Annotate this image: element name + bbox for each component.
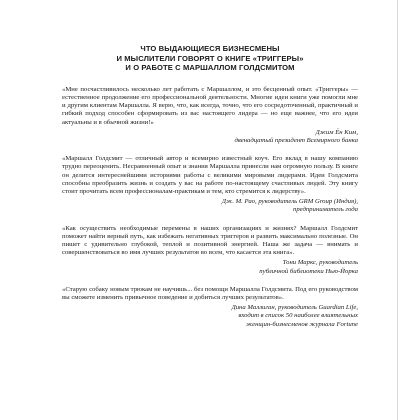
attribution-line: Дж. М. Рао, руководитель GRM Group (Индия), bbox=[221, 198, 358, 206]
attribution-line: Тони Маркс, руководитель bbox=[282, 259, 358, 267]
heading-line: И О РАБОТЕ С МАРШАЛЛОМ ГОЛДСМИТОМ bbox=[125, 63, 295, 73]
quote-attribution bbox=[62, 129, 358, 145]
quote-text: «Как осуществить необходимые перемены в наших организациях и жизнях? Маршалл Голдсмит поможет найти верный путь, как избежать негативных триггеров и развить максимально полезные. Он пишет с удивительно глубокой, теплой и позитивной энергией. Наша же задача — внимать и совершенствоваться во имя лучших результатов во всем, что касается эта книга». bbox=[62, 224, 358, 257]
heading-line: ЧТО ВЫДАЮЩИЕСЯ БИЗНЕСМЕНЫ bbox=[140, 44, 280, 53]
quote-attribution bbox=[62, 304, 358, 329]
heading-line: И МЫСЛИТЕЛИ ГОВОРЯТ О КНИГЕ «ТРИГГЕРЫ» bbox=[116, 53, 304, 63]
quote-text: «Мне посчастливилось несколько лет работать с Маршаллом, и это бесценный опыт. «Триггеры» — естественное продолжение его профессиональной деятельности. Многие идеи книги уже помогли мне и другим клиентам Маршалла. Я верю, что, как всегда, точно, что его сосредоточенный, практичный и гибкий подход способен сформировать из вас настоящего лидера — но еще важнее, что его идеи актуальны и в обычной жизни!» bbox=[62, 85, 358, 126]
attribution-line: женщин-бизнесменов журнала Fortune bbox=[246, 320, 358, 328]
testimonial-quote bbox=[62, 225, 358, 276]
quote-text: «Маршалл Голдсмит — отличный автор и всемирно известный коуч. Его вклад в нашу компанию трудно переоценить. Несравненный опыт и знания Маршалла принесли нам огромную пользу. В книге он делится интереснейшими историями работы с великими мировыми лидерами. Идеи Голдсмита способны преобразить жизнь и создать у вас на работе по-настоящему счастливых людей. Эту книгу стоит прочитать всем профессионалам-практикам и тем, кто стремится к лидерству». bbox=[62, 155, 358, 196]
page-heading bbox=[62, 44, 358, 73]
attribution-line: Дина Маллиган, руководитель Guardian Life, bbox=[231, 304, 358, 312]
testimonial-quote bbox=[62, 155, 358, 214]
testimonial-quote bbox=[62, 86, 358, 145]
quote-attribution bbox=[62, 198, 358, 214]
attribution-line: входит в список 50 наиболее влиятельных bbox=[238, 312, 358, 320]
page-edge-line bbox=[397, 0, 398, 420]
quote-text: «Старую собаку новым трюкам не научишь... без помощи Маршалла Голдсмита. Под его руководством вы сможете изменить привычное поведение и добиться лучших результатов». bbox=[62, 285, 358, 302]
quote-attribution bbox=[62, 259, 358, 275]
attribution-line: Джим Ён Ким, bbox=[315, 128, 358, 136]
attribution-line: предприниматель года bbox=[292, 206, 358, 214]
attribution-line: публичной библиотеки Нью-Йорка bbox=[259, 267, 358, 275]
attribution-line: двенадцатый президент Всемирного банка bbox=[234, 137, 358, 144]
testimonial-quote bbox=[62, 286, 358, 329]
